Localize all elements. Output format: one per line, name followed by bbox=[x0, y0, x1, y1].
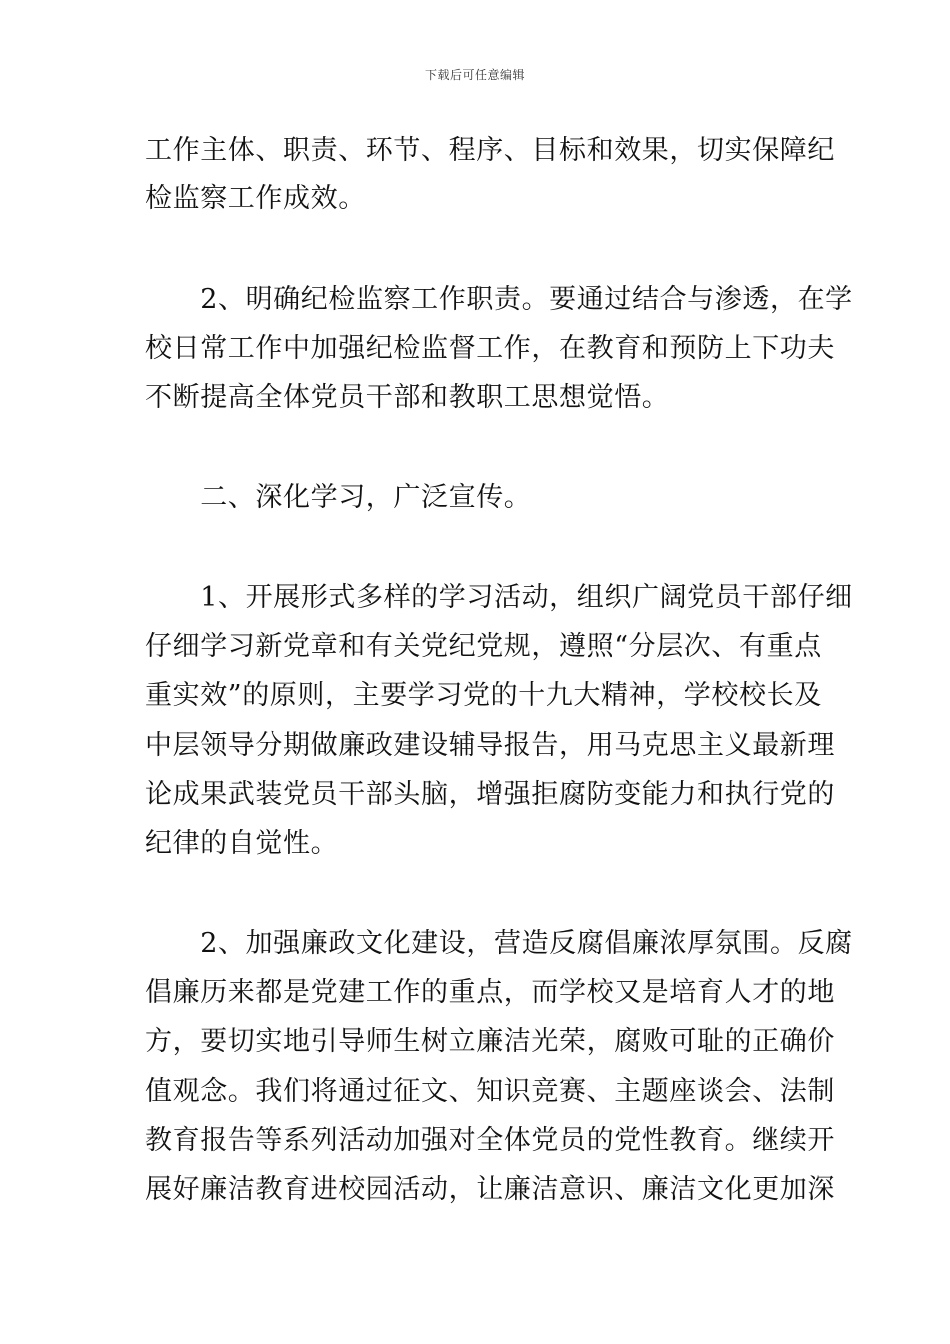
page-header: 下载后可任意编辑 bbox=[424, 68, 525, 82]
paragraph-3-line-5: 论成果武装党员干部头脑，增强拒腐防变能力和执行党的 bbox=[145, 779, 835, 810]
paragraph-3-line-2: 仔细学习新党章和有关党纪党规，遵照“分层次、有重点 bbox=[145, 631, 822, 662]
paragraph-4-line-1: 2、加强廉政文化建设，营造反腐倡廉浓厚氛围。反腐 bbox=[145, 928, 853, 959]
paragraph-2-line-2: 校日常工作中加强纪检监督工作，在教育和预防上下功夫 bbox=[145, 333, 835, 364]
paragraph-3-line-3: 重实效”的原则，主要学习党的十九大精神，学校校长及 bbox=[145, 680, 822, 711]
paragraph-3-line-4: 中层领导分期做廉政建设辅导报告，用马克思主义最新理 bbox=[145, 730, 835, 761]
paragraph-3-line-6: 纪律的自觉性。 bbox=[145, 828, 339, 859]
paragraph-2-line-3: 不断提高全体党员干部和教职工思想觉悟。 bbox=[145, 382, 670, 413]
paragraph-4-line-5: 教育报告等系列活动加强对全体党员的党性教育。继续开 bbox=[145, 1125, 835, 1156]
paragraph-4-line-3: 方，要切实地引导师生树立廉洁光荣，腐败可耻的正确价 bbox=[145, 1026, 835, 1057]
paragraph-2-line-1: 2、明确纪检监察工作职责。要通过结合与渗透，在学 bbox=[145, 284, 853, 315]
paragraph-1-line-1: 工作主体、职责、环节、程序、目标和效果，切实保障纪 bbox=[145, 135, 835, 166]
paragraph-3-line-1: 1、开展形式多样的学习活动，组织广阔党员干部仔细 bbox=[145, 582, 853, 613]
paragraph-4-line-6: 展好廉洁教育进校园活动，让廉洁意识、廉洁文化更加深 bbox=[145, 1174, 835, 1205]
paragraph-1-line-2: 检监察工作成效。 bbox=[145, 183, 366, 214]
section-heading: 二、深化学习，广泛宣传。 bbox=[145, 482, 532, 513]
paragraph-4-line-2: 倡廉历来都是党建工作的重点，而学校又是培育人才的地 bbox=[145, 977, 835, 1008]
paragraph-4-line-4: 值观念。我们将通过征文、知识竞赛、主题座谈会、法制 bbox=[145, 1076, 835, 1107]
